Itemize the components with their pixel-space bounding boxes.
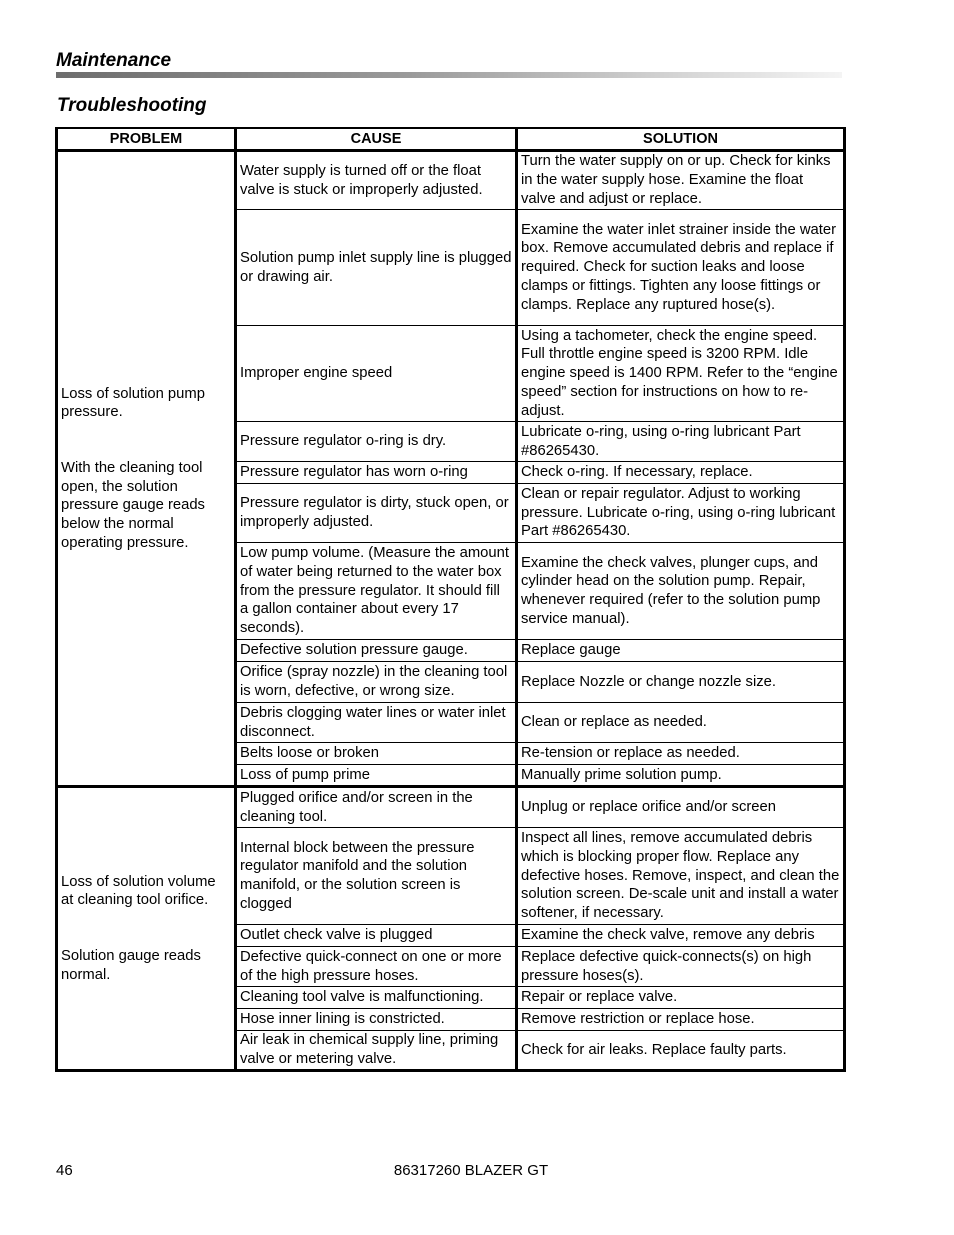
document-id [0,1162,954,1179]
solution-cell: Turn the water supply on or up. Check for kinks in the water supply hose. Examine the float valve and adjust or replace. [517,151,845,210]
solution-cell: Repair or replace valve. [517,987,845,1009]
cause-cell: Water supply is turned off or the float valve is stuck or improperly adjusted. [236,151,517,210]
cause-cell: Air leak in chemical supply line, priming valve or metering valve. [236,1031,517,1071]
troubleshooting-table [55,127,846,1072]
solution-cell: Examine the water inlet strainer inside the water box. Remove accumulated debris and replace if required. Check for suction leaks and loose clamps or fittings. Tighten any loose fittings or clamps. Replace any ruptured hose(s). [517,210,845,326]
problem-cell [57,151,236,787]
solution-cell: Replace gauge [517,640,845,662]
cause-cell: Outlet check valve is plugged [236,925,517,947]
cause-cell: Low pump volume. (Measure the amount of water being returned to the water box from the pressure regulator. It should fill a gallon container about every 17 seconds). [236,543,517,640]
solution-cell: Inspect all lines, remove accumulated debris which is blocking proper flow. Replace any defective hoses. Remove, inspect, and clean the solution screen. De-scale unit and install a water softener, if necessary. [517,828,845,925]
cause-cell: Pressure regulator has worn o-ring [236,462,517,484]
problem-text: Loss of solution volume at cleaning tool orifice. [61,873,216,909]
problem-detail: With the cleaning tool open, the solution pressure gauge reads below the normal operating pressure. [61,459,205,551]
cause-cell: Belts loose or broken [236,743,517,765]
solution-cell: Replace Nozzle or change nozzle size. [517,662,845,703]
column-header-solution: SOLUTION [517,128,845,151]
solution-cell: Remove restriction or replace hose. [517,1009,845,1031]
problem-cell [57,787,236,1071]
solution-cell: Examine the check valves, plunger cups, and cylinder head on the solution pump. Repair, whenever required (refer to the solution pump service manual). [517,543,845,640]
column-header-problem: PROBLEM [57,128,236,151]
cause-cell: Hose inner lining is constricted. [236,1009,517,1031]
page-number: 46 [56,1162,73,1179]
cause-cell: Improper engine speed [236,326,517,422]
solution-cell: Clean or replace as needed. [517,703,845,743]
solution-cell: Using a tachometer, check the engine speed. Full throttle engine speed is 3200 RPM. Idle engine speed is 1400 RPM. Refer to the “engine speed” section for instructions on how to re-adjust. [517,326,845,422]
solution-cell: Check o-ring. If necessary, replace. [517,462,845,484]
problem-text: Loss of solution pump pressure. [61,385,205,421]
section-divider [56,72,842,78]
solution-cell: Re-tension or replace as needed. [517,743,845,765]
solution-cell: Unplug or replace orifice and/or screen [517,787,845,828]
subsection-title: Troubleshooting [57,95,207,116]
table-row [57,151,845,210]
solution-cell: Manually prime solution pump. [517,765,845,787]
section-title: Maintenance [56,50,172,71]
cause-cell: Plugged orifice and/or screen in the cleaning tool. [236,787,517,828]
cause-cell: Pressure regulator o-ring is dry. [236,422,517,462]
column-header-cause: CAUSE [236,128,517,151]
table-header-row [57,128,845,151]
cause-cell: Internal block between the pressure regulator manifold and the solution manifold, or the solution screen is clogged [236,828,517,925]
cause-cell: Defective quick-connect on one or more of the high pressure hoses. [236,947,517,987]
cause-cell: Pressure regulator is dirty, stuck open, or improperly adjusted. [236,484,517,543]
table-row [57,787,845,828]
cause-cell: Cleaning tool valve is malfunctioning. [236,987,517,1009]
cause-cell: Debris clogging water lines or water inlet disconnect. [236,703,517,743]
solution-cell: Examine the check valve, remove any debris [517,925,845,947]
document-id-text: 86317260 BLAZER GT [393,1162,549,1179]
solution-cell: Replace defective quick-connects(s) on high pressure hoses(s). [517,947,845,987]
cause-cell: Defective solution pressure gauge. [236,640,517,662]
solution-cell: Check for air leaks. Replace faulty parts. [517,1031,845,1071]
cause-cell: Loss of pump prime [236,765,517,787]
cause-cell: Solution pump inlet supply line is plugged or drawing air. [236,210,517,326]
problem-detail: Solution gauge reads normal. [61,948,201,983]
solution-cell: Lubricate o-ring, using o-ring lubricant Part #86265430. [517,422,845,462]
cause-cell: Orifice (spray nozzle) in the cleaning tool is worn, defective, or wrong size. [236,662,517,703]
solution-cell: Clean or repair regulator. Adjust to working pressure. Lubricate o-ring, using o-ring lubricant Part #86265430. [517,484,845,543]
